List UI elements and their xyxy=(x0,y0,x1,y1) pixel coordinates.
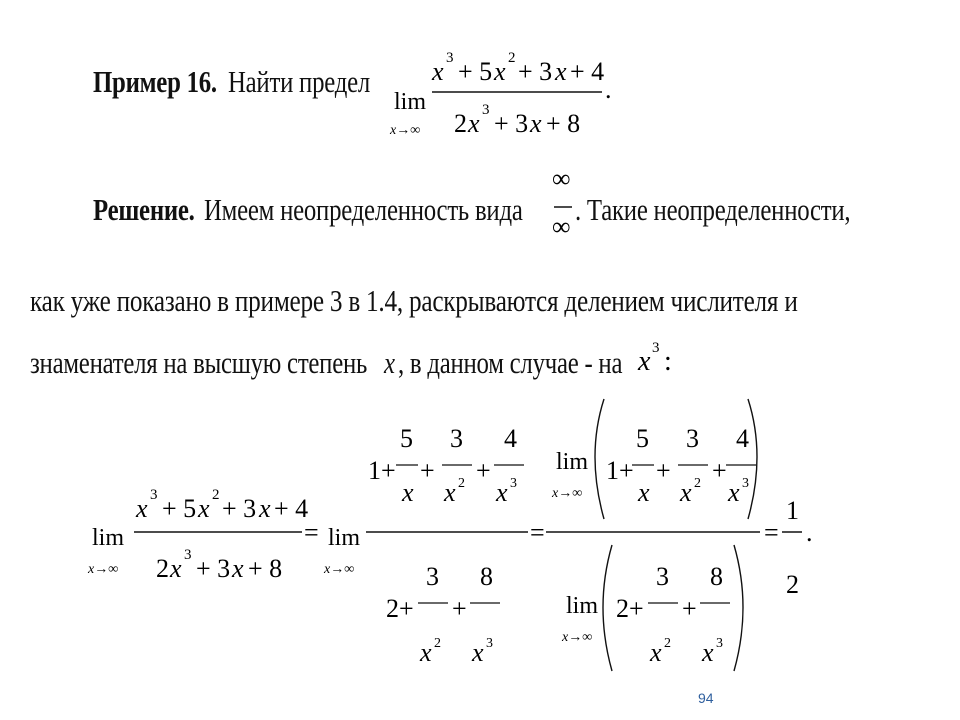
svg-text:=: = xyxy=(304,518,319,547)
svg-text:8: 8 xyxy=(710,562,723,591)
svg-text:x→∞: x→∞ xyxy=(562,630,593,645)
svg-text:3: 3 xyxy=(426,562,439,591)
svg-text:+ 3: + 3 xyxy=(494,109,529,138)
svg-text:+: + xyxy=(656,456,671,485)
svg-text:5: 5 xyxy=(400,424,413,453)
svg-text:x: x xyxy=(638,478,650,507)
svg-text:x: x xyxy=(530,109,542,138)
svg-text:+: + xyxy=(452,594,467,623)
svg-text::: : xyxy=(664,346,672,377)
indeterminate-fraction xyxy=(548,165,578,245)
svg-text:x→∞: x→∞ xyxy=(88,562,119,577)
svg-text:+: + xyxy=(420,456,435,485)
svg-text:2: 2 xyxy=(664,636,671,651)
svg-text:lim: lim xyxy=(556,449,589,475)
variable-x: x xyxy=(384,345,395,380)
svg-text:+ 3: + 3 xyxy=(518,57,553,86)
solution-text-d: , в данном случае - на xyxy=(398,345,623,380)
svg-text:.: . xyxy=(806,518,813,547)
svg-text:x: x xyxy=(680,478,692,507)
svg-text:3: 3 xyxy=(510,476,517,491)
svg-text:2: 2 xyxy=(156,554,169,583)
svg-text:x: x xyxy=(402,478,414,507)
svg-text:3: 3 xyxy=(184,547,192,563)
result-fraction xyxy=(782,496,813,599)
svg-text:3: 3 xyxy=(716,636,723,651)
svg-text:x: x xyxy=(136,494,148,523)
svg-text:x: x xyxy=(472,638,484,667)
svg-text:x: x xyxy=(198,494,210,523)
page-number: 94 xyxy=(698,690,714,706)
svg-text:2: 2 xyxy=(454,109,467,138)
svg-text:x: x xyxy=(702,638,714,667)
svg-text:=: = xyxy=(530,518,545,547)
svg-text:x: x xyxy=(420,638,432,667)
svg-text:lim: lim xyxy=(328,525,361,551)
svg-text:x: x xyxy=(650,638,662,667)
solution-text-b: . Такие неопределенности, xyxy=(575,192,851,227)
svg-text:2+: 2+ xyxy=(616,594,644,623)
svg-text:+: + xyxy=(682,594,697,623)
svg-text:x: x xyxy=(432,57,444,86)
svg-text:3: 3 xyxy=(482,102,490,118)
solution-label: Решение. xyxy=(93,192,195,227)
example-text: Найти предел xyxy=(228,64,370,99)
svg-text:2: 2 xyxy=(458,476,465,491)
svg-text:x→∞: x→∞ xyxy=(390,123,421,138)
svg-text:3: 3 xyxy=(652,340,660,356)
svg-text:x: x xyxy=(468,109,480,138)
svg-text:1+: 1+ xyxy=(368,456,396,485)
svg-text:3: 3 xyxy=(742,476,749,491)
svg-text:∞: ∞ xyxy=(552,212,571,241)
svg-text:=: = xyxy=(764,518,779,547)
svg-text:8: 8 xyxy=(480,562,493,591)
x-cubed xyxy=(636,338,676,383)
svg-text:x: x xyxy=(555,57,567,86)
example-label: Пример 16. xyxy=(93,64,217,99)
svg-text:2: 2 xyxy=(508,50,516,66)
svg-text:2: 2 xyxy=(786,570,799,599)
svg-text:2: 2 xyxy=(212,487,220,503)
svg-text:3: 3 xyxy=(446,50,454,66)
svg-text:+ 8: + 8 xyxy=(546,109,581,138)
svg-text:2: 2 xyxy=(434,636,441,651)
svg-text:x: x xyxy=(494,57,506,86)
svg-text:3: 3 xyxy=(486,636,493,651)
svg-text:x: x xyxy=(638,346,651,377)
svg-text:+ 3: + 3 xyxy=(222,494,257,523)
svg-text:lim: lim xyxy=(566,593,599,619)
example-limit-formula xyxy=(380,20,630,155)
lim-original xyxy=(87,487,308,583)
svg-text:lim: lim xyxy=(394,89,427,115)
svg-text:.: . xyxy=(605,75,612,104)
svg-text:4: 4 xyxy=(504,424,517,453)
svg-text:3: 3 xyxy=(656,562,669,591)
svg-text:1: 1 xyxy=(786,496,799,525)
svg-text:4: 4 xyxy=(736,424,749,453)
ratio-of-limits xyxy=(546,399,760,671)
svg-text:+ 4: + 4 xyxy=(274,494,309,523)
svg-text:2+: 2+ xyxy=(386,594,414,623)
svg-text:+: + xyxy=(712,456,727,485)
svg-text:+ 5: + 5 xyxy=(162,494,197,523)
svg-text:x: x xyxy=(496,478,508,507)
solution-text-c: знаменателя на высшую степень xyxy=(30,345,368,380)
svg-text:x: x xyxy=(259,494,271,523)
svg-text:+: + xyxy=(476,456,491,485)
svg-text:3: 3 xyxy=(686,424,699,453)
svg-text:x: x xyxy=(170,554,182,583)
solution-line-2: как уже показано в примере 3 в 1.4, раскрываются делением числителя и xyxy=(30,283,798,318)
svg-text:+ 5: + 5 xyxy=(458,57,493,86)
svg-text:x: x xyxy=(728,478,740,507)
lim-divided xyxy=(323,424,528,667)
svg-text:3: 3 xyxy=(450,424,463,453)
svg-text:x: x xyxy=(444,478,456,507)
svg-text:+ 4: + 4 xyxy=(570,57,605,86)
svg-text:x→∞: x→∞ xyxy=(324,562,355,577)
svg-text:lim: lim xyxy=(92,525,125,551)
svg-text:+ 3: + 3 xyxy=(196,554,231,583)
derivation-formula xyxy=(80,395,820,685)
svg-text:∞: ∞ xyxy=(552,165,571,193)
svg-text:x: x xyxy=(232,554,244,583)
svg-text:+ 8: + 8 xyxy=(248,554,283,583)
solution-text-a: Имеем неопределенность вида xyxy=(204,192,523,227)
svg-text:1+: 1+ xyxy=(606,456,634,485)
svg-text:x→∞: x→∞ xyxy=(552,486,583,501)
svg-text:3: 3 xyxy=(150,487,158,503)
svg-text:5: 5 xyxy=(636,424,649,453)
svg-text:2: 2 xyxy=(694,476,701,491)
